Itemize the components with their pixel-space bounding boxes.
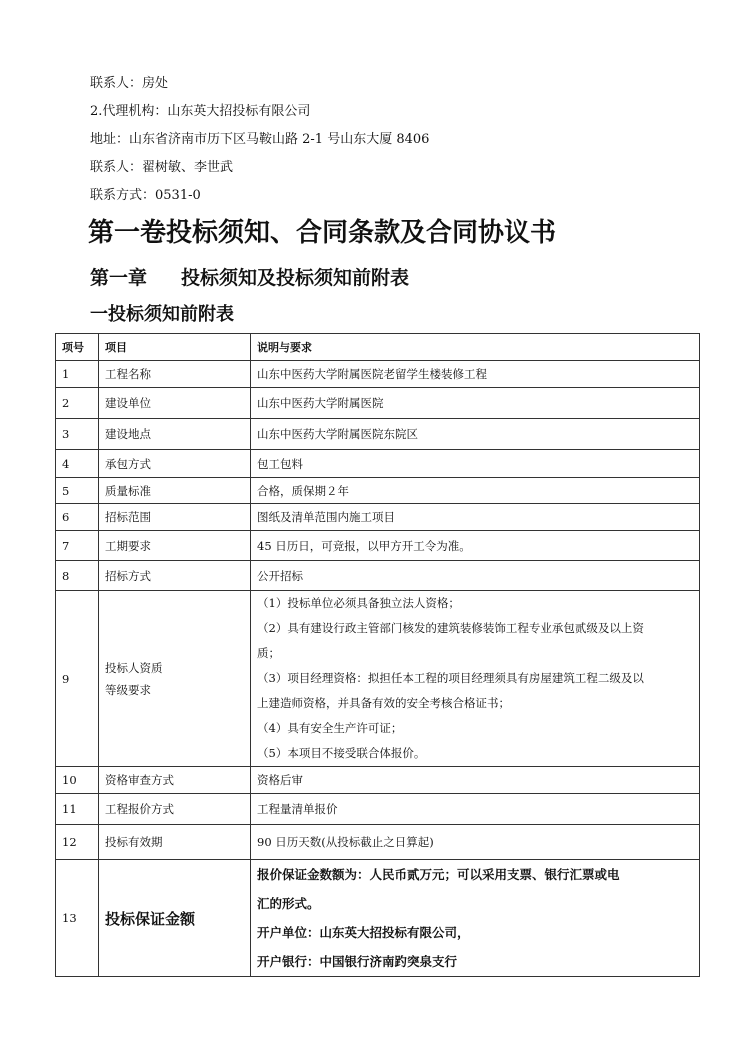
row-item: 招标范围	[99, 504, 251, 531]
row-desc: 工程量清单报价	[251, 794, 700, 825]
table-row	[56, 767, 700, 794]
desc-line: 报价保证金数额为：人民币贰万元；可以采用支票、银行汇票或电	[257, 867, 620, 882]
row-no: 10	[56, 767, 99, 794]
table-header	[56, 334, 700, 361]
row-item: 投标保证金额	[99, 860, 251, 977]
desc-line: （2）具有建设行政主管部门核发的建筑装修装饰工程专业承包贰级及以上资	[257, 621, 644, 635]
header-desc: 说明与要求	[251, 334, 700, 361]
row-no: 9	[56, 591, 99, 767]
row-item: 工程报价方式	[99, 794, 251, 825]
row-desc: 山东中医药大学附属医院	[251, 388, 700, 419]
table-row	[56, 825, 700, 860]
row-no: 4	[56, 450, 99, 478]
bid-info-table	[55, 333, 700, 977]
desc-line: （3）项目经理资格：拟担任本工程的项目经理须具有房屋建筑工程二级及以	[257, 671, 644, 685]
chapter-title	[90, 263, 409, 290]
desc-line: （4）具有安全生产许可证；	[257, 721, 403, 735]
row-no: 1	[56, 361, 99, 388]
table-row	[56, 478, 700, 504]
table-row	[56, 794, 700, 825]
chapter-number: 第一章	[90, 267, 148, 289]
volume-title: 第一卷投标须知、合同条款及合同协议书	[88, 218, 557, 248]
table-row	[56, 504, 700, 531]
section-title: 一投标须知前附表	[90, 304, 234, 325]
table-row	[56, 591, 700, 767]
row-desc: 90 日历天数(从投标截止之日算起)	[251, 825, 700, 860]
row-desc: 公开招标	[251, 561, 700, 591]
row-desc	[251, 591, 700, 767]
row-item: 工期要求	[99, 531, 251, 561]
table-row	[56, 388, 700, 419]
desc-line: （1）投标单位必须具备独立法人资格；	[257, 596, 460, 610]
row-no: 2	[56, 388, 99, 419]
row-desc: 包工包料	[251, 450, 700, 478]
row-desc: 45 日历日，可竞报，以甲方开工令为准。	[251, 531, 700, 561]
row-no: 7	[56, 531, 99, 561]
row-item: 资格审查方式	[99, 767, 251, 794]
phone-line: 联系方式：0531-0	[90, 188, 201, 203]
desc-line: 开户银行：中国银行济南趵突泉支行	[257, 954, 458, 969]
row-item	[99, 591, 251, 767]
row-desc: 山东中医药大学附属医院东院区	[251, 419, 700, 450]
row-no: 3	[56, 419, 99, 450]
item-line: 投标人资质	[105, 660, 163, 675]
row-no: 13	[56, 860, 99, 977]
row-item: 招标方式	[99, 561, 251, 591]
chapter-name: 投标须知及投标须知前附表	[181, 267, 410, 289]
table-row	[56, 860, 700, 977]
row-desc: 资格后审	[251, 767, 700, 794]
row-item: 工程名称	[99, 361, 251, 388]
header-no: 项号	[56, 334, 99, 361]
desc-line: （5）本项目不接受联合体报价。	[257, 746, 426, 760]
desc-line: 质；	[257, 646, 280, 660]
table-row	[56, 531, 700, 561]
desc-line: 开户单位：山东英大招投标有限公司，	[257, 925, 470, 940]
item-line: 等级要求	[105, 682, 151, 697]
row-no: 11	[56, 794, 99, 825]
agency-line: 2.代理机构：山东英大招投标有限公司	[90, 104, 311, 119]
table-row	[56, 450, 700, 478]
row-no: 8	[56, 561, 99, 591]
row-desc: 图纸及清单范围内施工项目	[251, 504, 700, 531]
row-item: 建设单位	[99, 388, 251, 419]
contact-line-2: 联系人：翟树敏、李世武	[90, 160, 234, 175]
table-row	[56, 361, 700, 388]
row-no: 12	[56, 825, 99, 860]
row-item: 承包方式	[99, 450, 251, 478]
row-no: 6	[56, 504, 99, 531]
table-row	[56, 561, 700, 591]
desc-line: 汇的形式。	[257, 896, 320, 911]
table-row	[56, 419, 700, 450]
row-item: 投标有效期	[99, 825, 251, 860]
row-no: 5	[56, 478, 99, 504]
row-desc	[251, 860, 700, 977]
contact-line: 联系人：房处	[90, 76, 169, 91]
header-item: 项目	[99, 334, 251, 361]
row-desc: 合格，质保期２年	[251, 478, 700, 504]
row-item: 质量标准	[99, 478, 251, 504]
desc-line: 上建造师资格，并具备有效的安全考核合格证书；	[257, 696, 510, 710]
row-item: 建设地点	[99, 419, 251, 450]
row-desc: 山东中医药大学附属医院老留学生楼装修工程	[251, 361, 700, 388]
address-line: 地址：山东省济南市历下区马鞍山路 2-1 号山东大厦 8406	[90, 132, 430, 147]
